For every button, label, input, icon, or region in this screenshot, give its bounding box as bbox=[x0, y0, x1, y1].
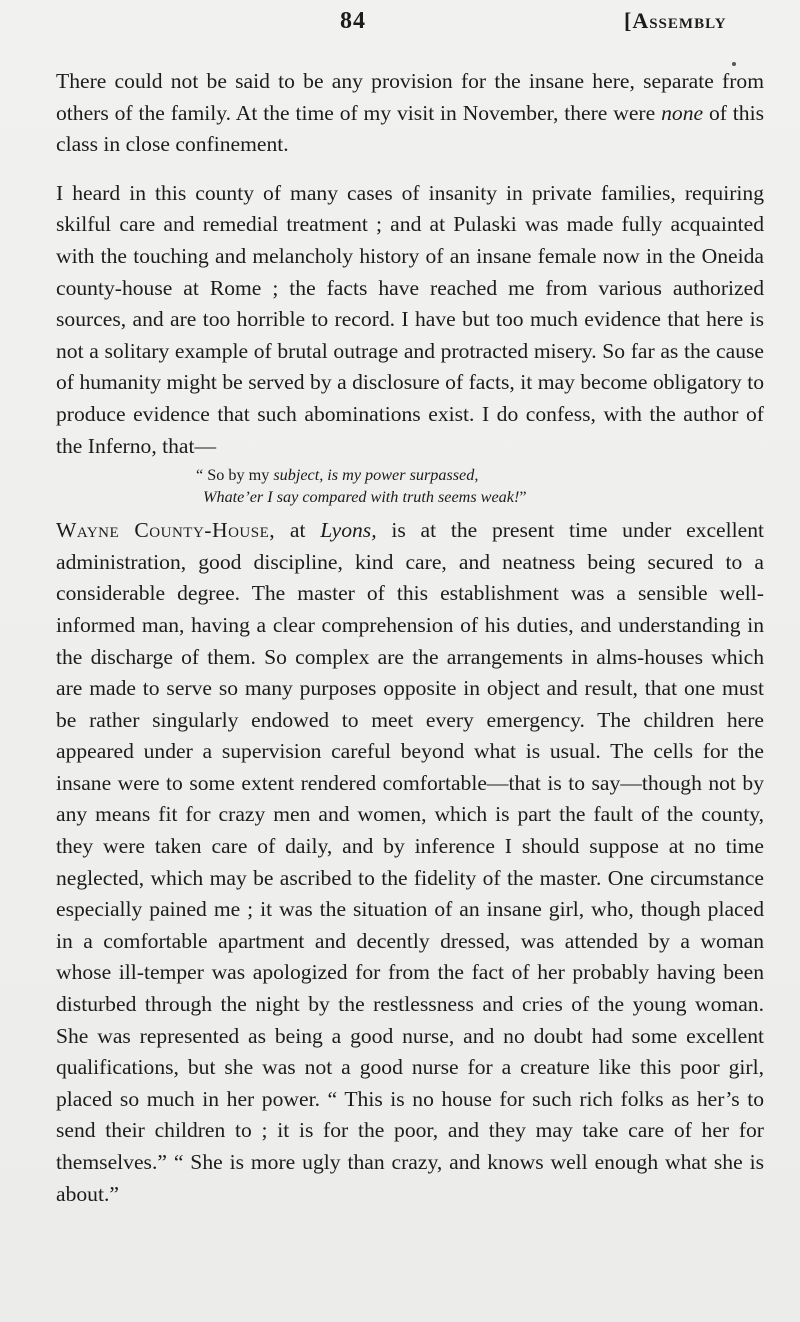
quote-line-1-emphasis: subject, is my power surpassed, bbox=[273, 466, 479, 485]
paragraph-2 bbox=[56, 178, 764, 462]
running-head bbox=[0, 8, 800, 48]
section-title-text: Assembly bbox=[632, 8, 727, 33]
paragraph-3 bbox=[56, 515, 764, 1210]
paragraph-1-text: There could not be said to be any provision for the insane here, separate from others of the family. At the time of my visit in November, there were bbox=[56, 69, 764, 125]
body-text bbox=[56, 66, 764, 1210]
paragraph-1-emphasis: none bbox=[661, 100, 704, 125]
quote-line-1-start: “ So by my bbox=[196, 466, 274, 485]
quote-line-1 bbox=[196, 465, 764, 487]
quote-line-2-end: ” bbox=[519, 487, 527, 506]
page-number: 84 bbox=[340, 8, 366, 34]
section-title bbox=[624, 8, 727, 34]
inferno-quote bbox=[196, 465, 764, 508]
quote-line-2-emphasis: Whate’er I say compared with truth seems weak! bbox=[203, 487, 520, 506]
paragraph-2-text: I heard in this county of many cases of insanity in private families, requiring skilful care and remedial treatment ; and at Pulaski was made fully acquainted with the touching and melancholy history of an insane female now in the Oneida county-house at Rome ; the facts have reached me from various authorized sources, and are too horrible to record. I have but too much evidence that here is not a solitary example of brutal outrage and protracted misery. So far as the cause of humanity might be served by a disclosure of facts, it may become obligatory to produce evidence that such abominations exist. I do confess, with the author of the Inferno, that— bbox=[56, 180, 764, 458]
quote-line-2 bbox=[196, 487, 764, 509]
paragraph-3-caps: Wayne County-House, bbox=[56, 518, 276, 543]
paragraph-1 bbox=[56, 66, 764, 161]
paragraph-3-at: at bbox=[289, 518, 306, 543]
paragraph-3-text: is at the present time under excellent administration, good discipline, kind care, and neatness being secured to a considerable degree. The master of this establishment was a sensible well-informed man, having a clear comprehension of his duties, and understanding in the discharge of them. So complex are the arrangements in alms-houses which are made to serve so many purposes opposite in object and result, that one must be rather singularly endowed to meet every emergency. The children here appeared under a supervision careful beyond what is usual. The cells for the insane were to some extent rendered comfortable—that is to say—though not by any means fit for crazy men and women, which is part the fault of the county, they were taken care of daily, and by inference I should suppose at no time neglected, which may be ascribed to the fidelity of the master. One circumstance especially pained me ; it was the situation of an insane girl, who, though placed in a comfortable apartment and decently dressed, was attended by a woman whose ill-temper was apologized for from the fact of her probably having been disturbed through the night by the restlessness and cries of the young woman. She was represented as being a good nurse, and no doubt had some excellent qualifications, but she was not a good nurse for a creature like this poor girl, placed so much in her power. “ This is no house for such rich folks as her’s to send their children to ; it is for the poor, and they may take care of her for themselves.” “ She is more ugly than crazy, and knows well enough what she is about.” bbox=[56, 518, 765, 1206]
paragraph-1-end: of this class in close confinement. bbox=[56, 100, 765, 157]
section-bracket: [ bbox=[624, 8, 633, 33]
paragraph-3-place: Lyons, bbox=[320, 518, 377, 543]
